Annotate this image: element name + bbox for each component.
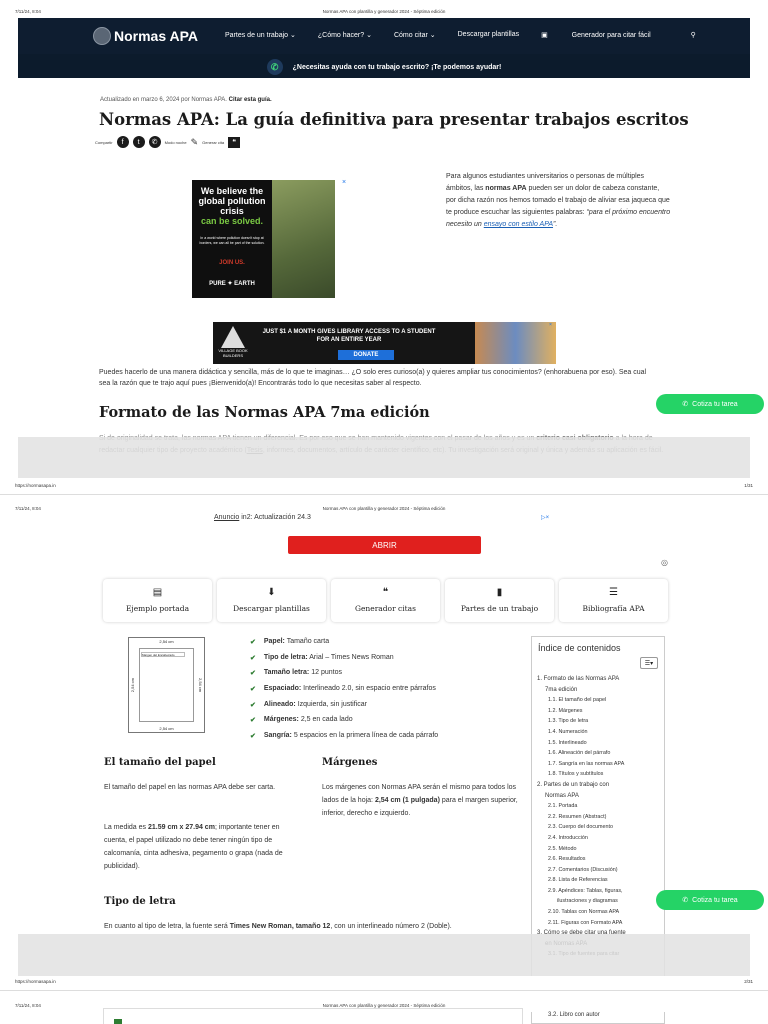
format-specs <box>250 638 438 748</box>
toc-item[interactable]: Normas APA <box>545 792 579 799</box>
print-footer: https://normasapa.in 1/31 <box>15 483 753 488</box>
facebook-icon[interactable]: f <box>117 136 129 148</box>
check-icon: ✔ <box>250 670 256 678</box>
page-break <box>0 494 768 495</box>
toc-item[interactable]: 2.3. Cuerpo del documento <box>548 824 614 831</box>
heading-margins: Márgenes <box>322 757 378 768</box>
toc-item[interactable]: 2.6. Resultados <box>548 856 586 863</box>
ad-choices-icon[interactable]: ▷× <box>541 515 550 521</box>
card-ejemplo-portada[interactable]: ▤ Ejemplo portada <box>103 579 212 622</box>
essay-link[interactable]: ensayo con estilo APA <box>483 221 554 228</box>
page-break <box>0 990 768 991</box>
whatsapp-quote-button[interactable]: ✆ Cotiza tu tarea <box>656 890 764 910</box>
nav-item-partes[interactable]: Partes de un trabajo ⌄ <box>225 32 296 39</box>
toc-item[interactable]: 1.5. Interlineado <box>548 739 587 746</box>
toc-item[interactable]: 2.9. Apéndices: Tablas, figuras, <box>548 887 623 894</box>
font-text: En cuanto al tipo de letra, la fuente será Times New Roman, tamaño 12, con un interlineado número 2 (Doble). <box>104 923 452 930</box>
document-icon: ▤ <box>152 587 163 598</box>
list-item: ✔ Papel: Tamaño carta <box>250 638 438 654</box>
card-bibliografia[interactable]: ☰ Bibliografía APA <box>559 579 668 622</box>
check-icon: ✔ <box>250 733 256 741</box>
quick-links <box>103 579 668 622</box>
heading-paper: El tamaño del papel <box>104 757 216 768</box>
toc-item[interactable]: 2.2. Resumen (Abstract) <box>548 813 607 820</box>
toc-item[interactable]: 2.11. Figuras con Formato APA <box>548 919 623 926</box>
help-banner[interactable] <box>18 56 750 78</box>
generate-cite-button[interactable]: Generar cita <box>202 139 225 145</box>
toc-item[interactable]: 2.8. Lista de Referencias <box>548 877 608 884</box>
toc-item[interactable]: 2. Partes de un trabajo con <box>537 781 610 788</box>
print-footer: https://normasapa.in 2/31 <box>15 979 753 984</box>
article-meta: Actualizado en marzo 6, 2024 por Normas APA. Citar esta guía. <box>100 97 272 103</box>
toc-item[interactable]: ilustraciones y diagramas <box>557 898 618 905</box>
help-text: ¿Necesitas ayuda con tu trabajo escrito? ¡Te podemos ayudar! <box>292 63 502 71</box>
toc-item[interactable]: 3.2. Libro con autor <box>548 1012 600 1018</box>
toc-toggle-icon[interactable]: ☰▾ <box>640 657 658 669</box>
check-icon <box>114 1019 122 1024</box>
print-header <box>0 9 768 17</box>
site-header <box>18 18 750 78</box>
list-icon: ☰ <box>609 587 618 598</box>
list-item: ✔ Márgenes: 2,5 en cada lado <box>250 716 438 732</box>
check-icon: ✔ <box>250 639 256 646</box>
page-title: Normas APA: La guía definitiva para presentar trabajos escritos <box>99 110 689 129</box>
content-frame <box>103 1008 523 1024</box>
overlay-strip <box>18 437 750 478</box>
toc-item[interactable]: 2.4. Introducción <box>548 834 588 841</box>
nav-item-generador[interactable]: ▣ Generador para citar fácil <box>541 32 651 39</box>
toc-item[interactable]: 1.8. Títulos y subtítulos <box>548 771 604 778</box>
nav-item-como-hacer[interactable]: ¿Cómo hacer? ⌄ <box>317 32 372 39</box>
twitter-icon[interactable]: t <box>133 136 145 148</box>
print-title: Normas APA con plantilla y generador 2024 - Séptima edición <box>322 9 446 14</box>
share-label: Compartir <box>95 139 113 145</box>
nav-item-descargar[interactable]: Descargar plantillas <box>457 31 520 38</box>
toc-item[interactable]: 1.6. Alineación del párrafo <box>548 750 611 757</box>
vbb-logo: VILLAGE BOOK BUILDERS <box>217 326 249 360</box>
paper-size-text: La medida es 21.59 cm x 27.94 cm; importante tener en cuenta, el papel utilizado no debe tener ningún tipo de calcomanía, cinta adhesiva, pegamento o grapa (nada de publicidad). <box>104 824 283 870</box>
main-menu <box>225 31 718 39</box>
list-item: ✔ Tamaño letra: 12 puntos <box>250 669 438 685</box>
list-item: ✔ Tipo de letra: Arial – Times News Roman <box>250 654 438 670</box>
list-item: ✔ Sangría: 5 espacios en la primera línea de cada párrafo <box>250 732 438 748</box>
settings-icon[interactable]: ◎ <box>661 558 668 567</box>
book-icon: ▮ <box>496 587 503 598</box>
list-item: ✔ Alineado: Izquierda, sin justificar <box>250 701 438 717</box>
brand-logo[interactable] <box>93 27 198 45</box>
margin-diagram: 2,54 cm 2,54 cm 2,54 cm 2,54 cm Margen del Encabezado <box>130 639 203 731</box>
ad-photo <box>272 180 335 298</box>
whatsapp-icon[interactable]: ✆ <box>149 136 161 148</box>
heading-font: Tipo de letra <box>104 896 176 907</box>
toc-item[interactable]: 2.7. Comentarios (Discusión) <box>548 866 618 873</box>
open-button[interactable]: ABRIR <box>288 536 481 554</box>
pen-icon: ✎ <box>190 136 199 147</box>
body-paragraph: Puedes hacerlo de una manera didáctica y sencilla, más de lo que te imaginas… ¿O solo eres curioso(a) y quieres ampliar tus conocimientos? (enhorabuena por eso). Sea cual sea la razón que te trajo aquí pues ¡Bienvenido(a)! Encontrarás todo lo que necesitas saber al respecto. <box>99 369 647 387</box>
toc-item[interactable]: 2.10. Tablas con Normas APA <box>548 909 620 916</box>
toc-item[interactable]: 2.5. Método <box>548 845 577 852</box>
donate-button[interactable]: DONATE <box>338 350 394 360</box>
ad-label: Anuncio in2: Actualización 24.3 <box>214 514 311 521</box>
toc-item[interactable]: 2.1. Portada <box>548 803 578 810</box>
night-mode-toggle[interactable]: Modo noche <box>164 139 187 145</box>
card-generador-citas[interactable]: ❝ Generador citas <box>331 579 440 622</box>
table-of-contents <box>531 636 665 976</box>
toc-item[interactable]: 1.3. Tipo de letra <box>548 718 589 725</box>
ad-photo <box>475 322 556 364</box>
print-date: 7/11/24, 8:04 <box>15 9 41 14</box>
check-icon: ✔ <box>250 717 256 725</box>
brand-name: Normas APA <box>114 28 199 44</box>
toc-continued <box>531 1012 665 1024</box>
whatsapp-icon: ✆ <box>682 897 689 904</box>
section-heading: Formato de las Normas APA 7ma edición <box>99 404 430 421</box>
globe-icon <box>93 27 111 45</box>
toc-item[interactable]: 7ma edición <box>545 686 578 693</box>
close-ad-icon[interactable]: × <box>342 179 347 186</box>
ad-pure-earth[interactable]: We believe the global pollution crisis can be solved. In a world where pollution doesn't stop at borders, we can all be part of the solution. JOIN US. PURE ✦ EARTH <box>192 180 335 298</box>
nav-item-como-citar[interactable]: Cómo citar ⌄ <box>393 32 436 39</box>
share-bar <box>95 136 240 148</box>
toc-item[interactable]: 1. Formato de las Normas APA <box>537 676 620 682</box>
intro-paragraph: Para algunos estudiantes universitarios o personas de múltiples ámbitos, las normas APA pueden ser un dolor de cabeza constante, por dicha razón nos hemos tomado el trabajo de aliviar esa jaqueca que te produce escuchar las siguientes palabras: “para el próximo encuentro necesito un ensayo con estilo APA”. <box>446 173 671 228</box>
check-icon: ✔ <box>250 701 256 709</box>
whatsapp-icon: ✆ <box>682 401 689 408</box>
toc-title: Índice de contenidos <box>538 643 621 653</box>
paper-text: El tamaño del papel en las normas APA debe ser carta. <box>104 784 276 791</box>
print-header: 7/11/24, 8:04 Normas APA con plantilla y generador 2024 - Séptima edición <box>15 1003 446 1008</box>
toc-item[interactable]: 1.7. Sangría en las normas APA <box>548 760 625 767</box>
download-icon: ⬇ <box>267 587 276 598</box>
whatsapp-quote-button[interactable]: ✆ Cotiza tu tarea <box>656 394 764 414</box>
check-icon: ✔ <box>250 686 256 694</box>
overlay-strip <box>18 934 750 976</box>
card-descargar-plantillas[interactable]: ⬇ Descargar plantillas <box>217 579 326 622</box>
margins-text: Los márgenes con Normas APA serán el mismo para todos los lados de la hoja: 2,54 cm (1 pulgada) para el margen superior, inferior, derecho e izquierdo. <box>322 784 518 817</box>
quote-icon: ▣ <box>541 32 550 39</box>
cite-guide-link[interactable]: Citar esta guía. <box>228 97 272 103</box>
quote-icon: ❝ <box>382 587 389 598</box>
quote-box-icon[interactable]: ❝ <box>228 137 240 148</box>
toc-item[interactable]: 1.2. Márgenes <box>548 707 583 714</box>
search-icon[interactable]: ⚲ <box>690 32 696 39</box>
navbar <box>18 18 750 54</box>
check-icon: ✔ <box>250 654 256 662</box>
toc-item[interactable]: 1.4. Numeración <box>548 728 588 735</box>
toc-list <box>537 674 626 960</box>
card-partes-trabajo[interactable]: ▮ Partes de un trabajo <box>445 579 554 622</box>
close-ad-icon[interactable]: × <box>549 322 552 328</box>
toc-item[interactable]: 1.1. El tamaño del papel <box>548 697 607 704</box>
list-item: ✔ Espaciado: Interlineado 2.0, sin espacio entre párrafos <box>250 685 438 701</box>
print-header: 7/11/24, 8:04 Normas APA con plantilla y generador 2024 - Séptima edición <box>15 506 446 511</box>
ad-village-book-builders[interactable]: VILLAGE BOOK BUILDERS JUST $1 A MONTH GIVES LIBRARY ACCESS TO A STUDENT FOR AN ENTIRE YEAR DONATE <box>213 322 556 364</box>
chat-icon: ✆ <box>267 59 283 75</box>
